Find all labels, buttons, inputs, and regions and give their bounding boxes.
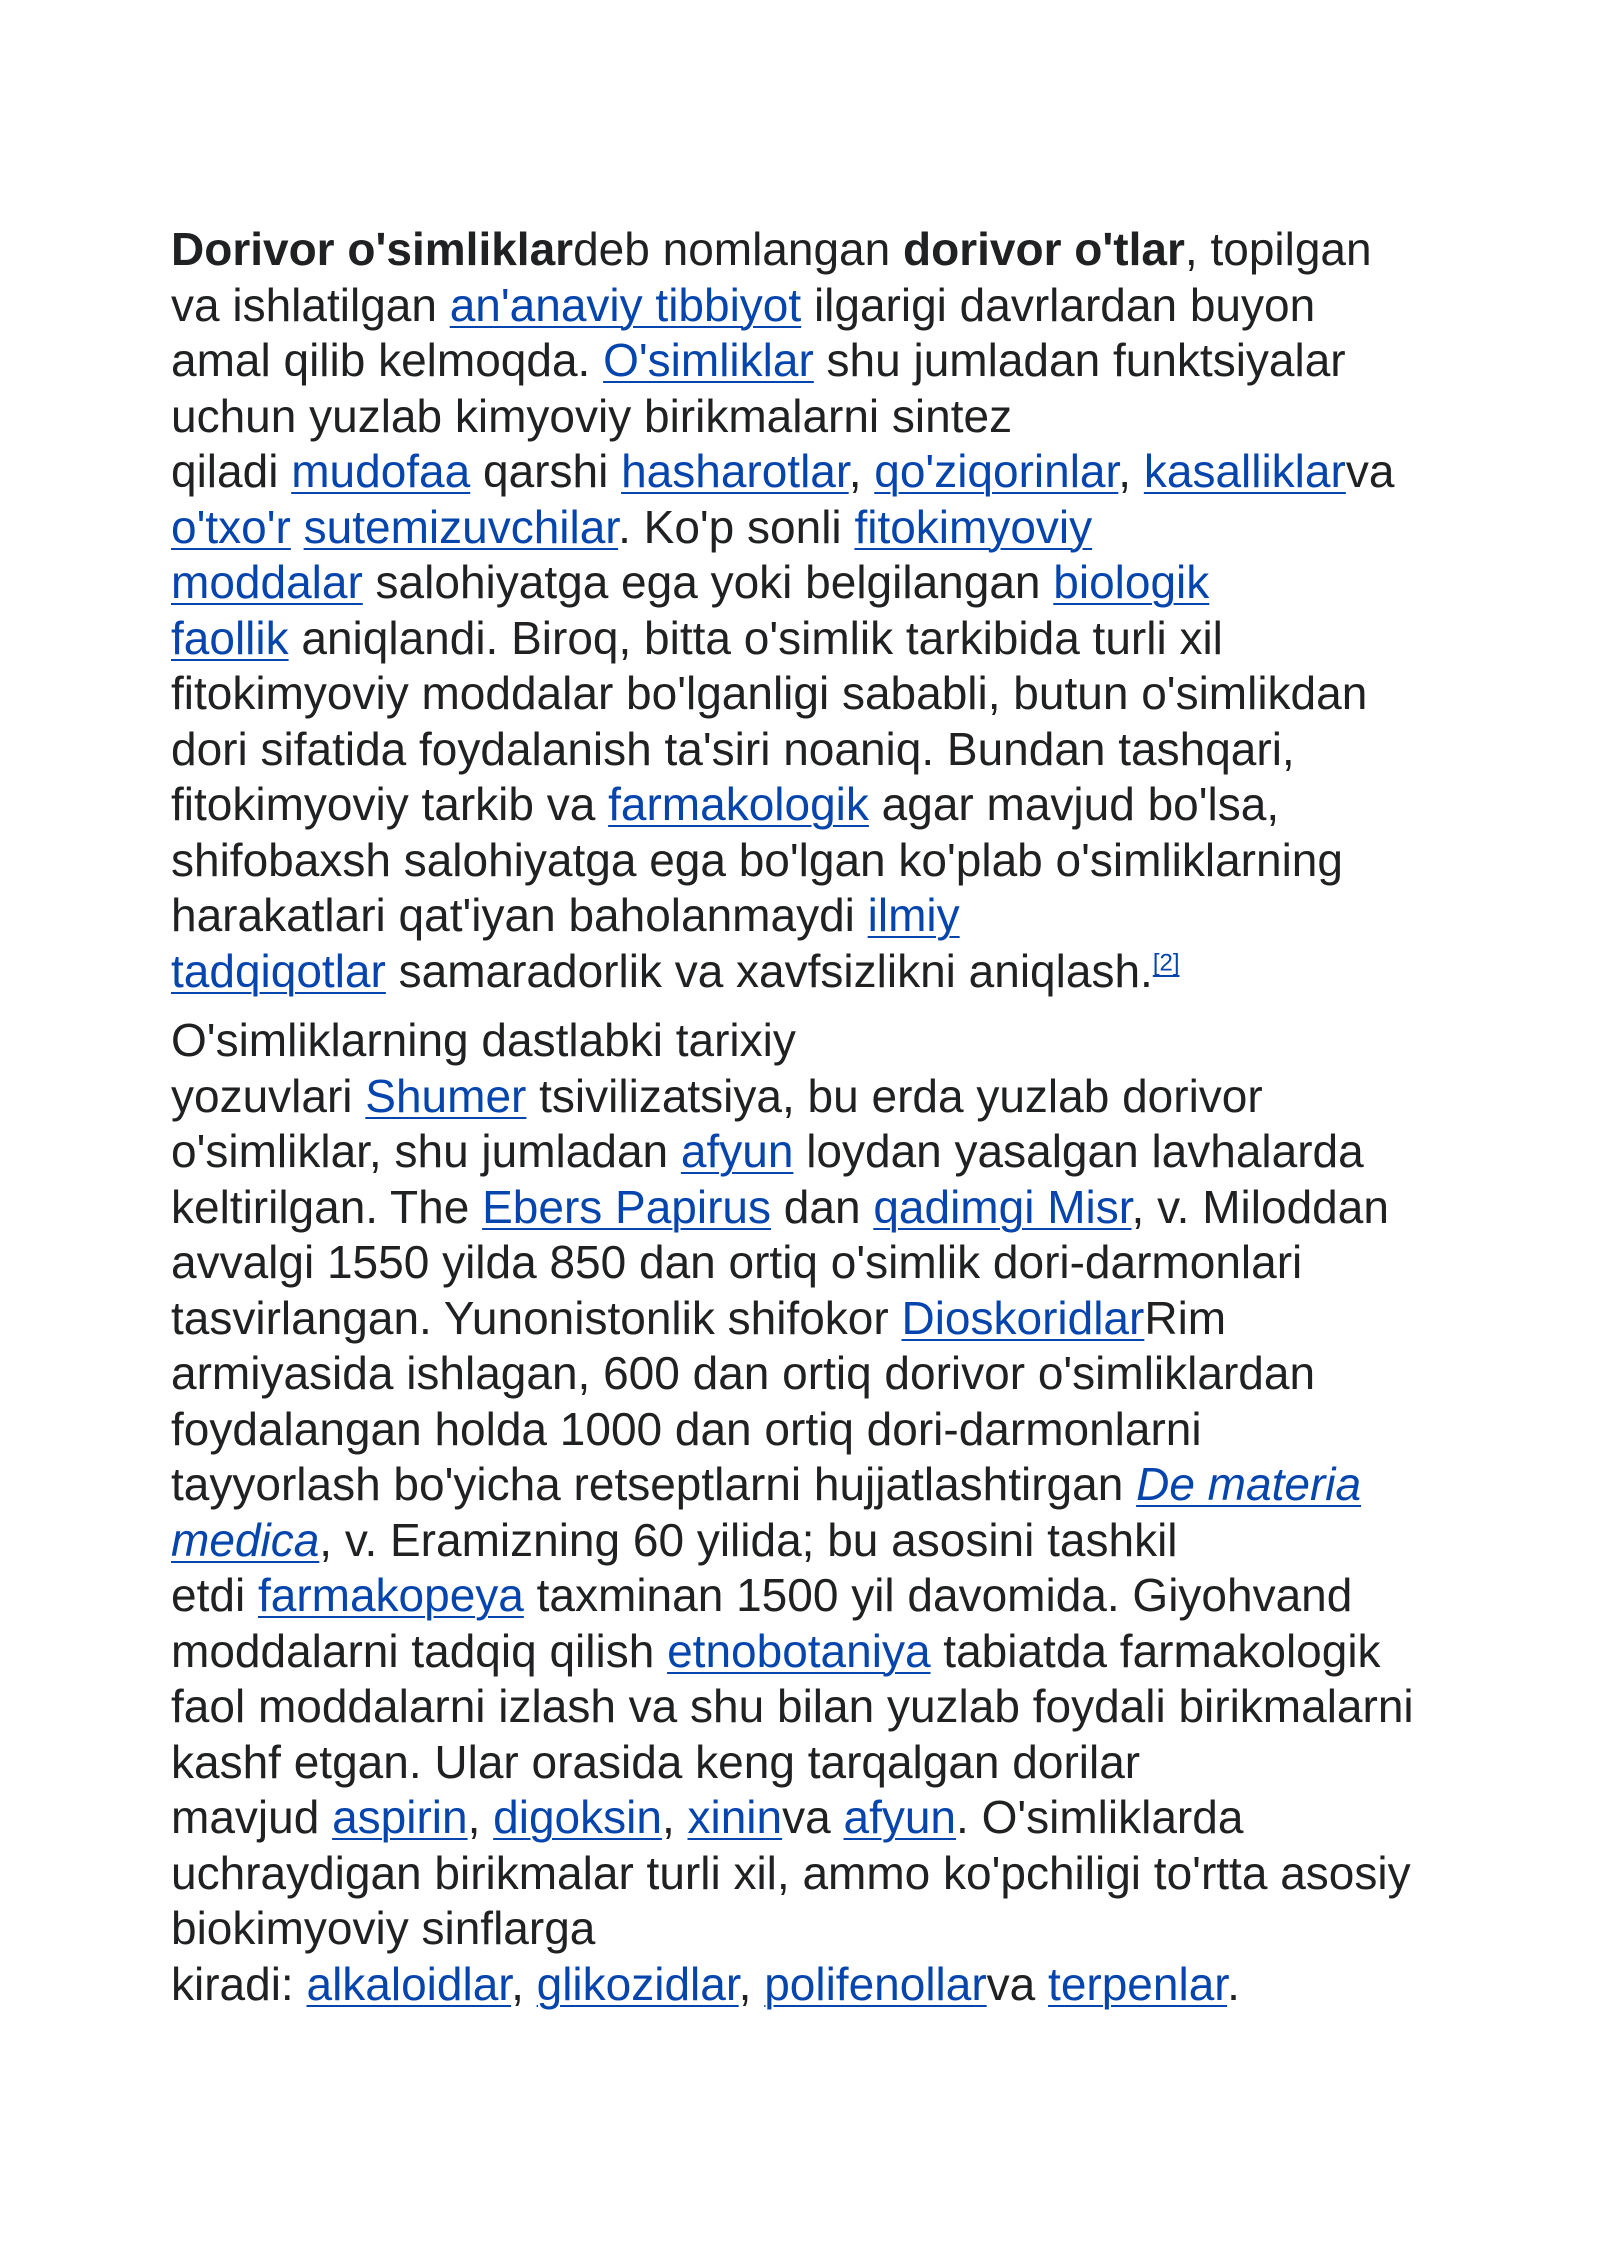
text-run: va [986, 1957, 1049, 2010]
link-qo-ziqorinlar[interactable]: qo'ziqorinlar [874, 445, 1119, 497]
text-run: dan [771, 1180, 874, 1233]
link-tadqiqotlar[interactable]: tadqiqotlar [171, 944, 386, 997]
text-run: , [848, 445, 875, 497]
text-line [171, 611, 1471, 667]
text-line [171, 1735, 1471, 1791]
text-run: moddalarni tadqiq qilish [171, 1624, 668, 1677]
text-run: tsivilizatsiya, bu erda yuzlab dorivor [526, 1069, 1263, 1122]
article-body [171, 222, 1471, 2012]
text-run: uchun yuzlab kimyoviy birikmalarni sintez [171, 389, 1013, 442]
paragraph-2 [171, 1013, 1471, 2012]
citation-superscript [1153, 949, 1180, 976]
link-fitokimyoviy[interactable]: fitokimyoviy [854, 500, 1093, 553]
text-run: kashf etgan. Ular orasida keng tarqalgan dorilar [171, 1735, 1141, 1788]
text-run: . Ko'p sonli [618, 500, 855, 553]
link-kasalliklar[interactable]: kasalliklar [1143, 445, 1346, 497]
link-ilmiy[interactable]: ilmiy [867, 889, 960, 941]
bold-term: Dorivor o'simliklar [171, 223, 574, 275]
text-line [171, 777, 1471, 833]
link-sutemizuvchilar[interactable]: sutemizuvchilar [303, 500, 619, 553]
link-de-materia[interactable]: De materia [1136, 1458, 1362, 1510]
text-run: , [511, 1957, 537, 2010]
link-o-txo-r[interactable]: o'txo'r [171, 500, 291, 553]
text-run: va [1345, 445, 1395, 497]
text-line [171, 278, 1471, 334]
text-line [171, 1124, 1471, 1180]
text-run: . [1227, 1957, 1240, 2010]
text-line [171, 1679, 1471, 1735]
link-faollik[interactable]: faollik [171, 611, 289, 664]
text-run: , [661, 1791, 688, 1843]
text-run: deb nomlangan [573, 223, 904, 275]
text-run: yozuvlari [171, 1069, 366, 1122]
text-run: foydalangan holda 1000 dan ortiq dori-darmonlarni [171, 1402, 1202, 1455]
text-run: , [738, 1957, 765, 2010]
link-terpenlar[interactable]: terpenlar [1048, 1957, 1228, 2010]
text-run: dori sifatida foydalanish ta'siri noaniq. Bundan tashqari, [171, 722, 1295, 775]
text-run: tayyorlash bo'yicha retseptlarni hujjatlashtirgan [171, 1458, 1137, 1510]
text-line [171, 555, 1471, 611]
text-line [171, 1069, 1471, 1125]
text-line [171, 1235, 1471, 1291]
paragraph-1 [171, 222, 1471, 999]
link-alkaloidlar[interactable]: alkaloidlar [306, 1957, 512, 2010]
text-run: qiladi [171, 445, 292, 497]
link-o-simliklar[interactable]: O'simliklar [603, 334, 814, 386]
text-run: armiyasida ishlagan, 600 dan ortiq dorivor o'simliklardan [171, 1347, 1316, 1399]
text-line [171, 1180, 1471, 1236]
link-shumer[interactable]: Shumer [365, 1069, 527, 1122]
link-afyun[interactable]: afyun [843, 1791, 957, 1843]
text-line [171, 1013, 1471, 1069]
link-xinin[interactable]: xinin [687, 1791, 783, 1843]
text-line [171, 1957, 1471, 2013]
text-line [171, 1624, 1471, 1680]
text-line [171, 1402, 1471, 1458]
text-line [171, 1790, 1471, 1846]
text-run: , v. Eramizning 60 yilida; bu asosini tashkil [319, 1513, 1178, 1566]
text-run: va [782, 1791, 844, 1843]
text-run: shu jumladan funktsiyalar [813, 334, 1346, 386]
text-run: samaradorlik va xavfsizlikni aniqlash. [385, 944, 1153, 997]
text-line [171, 1846, 1471, 1902]
text-line [171, 389, 1471, 445]
link-afyun[interactable]: afyun [680, 1125, 794, 1177]
link-moddalar[interactable]: moddalar [171, 556, 363, 608]
text-run [291, 501, 304, 553]
text-run: amal qilib kelmoqda. [171, 334, 604, 386]
text-line [171, 1901, 1471, 1957]
text-line [171, 333, 1471, 389]
text-line [171, 666, 1471, 722]
link-ebers-papirus[interactable]: Ebers Papirus [482, 1180, 772, 1233]
text-line [171, 722, 1471, 778]
text-run: . O'simliklarda [956, 1791, 1244, 1843]
text-run: uchraydigan birikmalar turli xil, ammo ko'pchiligi to'rtta asosiy [171, 1846, 1411, 1899]
text-line [171, 833, 1471, 889]
text-run: , [467, 1791, 494, 1843]
text-run: tasvirlangan. Yunonistonlik shifokor [171, 1291, 902, 1344]
text-run: agar mavjud bo'lsa, [868, 778, 1280, 830]
bold-term: dorivor o'tlar [903, 223, 1185, 275]
text-run: faol moddalarni izlash va shu bilan yuzlab foydali birikmalarni [171, 1680, 1414, 1732]
link-medica[interactable]: medica [171, 1513, 320, 1566]
text-line [171, 222, 1471, 278]
link-aspirin[interactable]: aspirin [332, 1791, 468, 1843]
text-run: etdi [171, 1569, 258, 1621]
link-qadimgi-misr[interactable]: qadimgi Misr [873, 1180, 1132, 1233]
text-line [171, 1346, 1471, 1402]
text-run: avvalgi 1550 yilda 850 dan ortiq o'simlik dori-darmonlari [171, 1236, 1303, 1288]
text-run: Rim [1144, 1291, 1227, 1344]
text-run: biokimyoviy sinflarga [171, 1902, 596, 1954]
text-run: ilgarigi davrlardan buyon [801, 278, 1316, 331]
text-run: shifobaxsh salohiyatga ega bo'lgan ko'plab o'simliklarning [171, 833, 1343, 886]
text-run: , v. Miloddan [1131, 1180, 1389, 1233]
text-run: harakatlari qat'iyan baholanmaydi [171, 889, 868, 941]
link-farmakologik[interactable]: farmakologik [608, 778, 869, 830]
text-run: kiradi: [171, 1957, 307, 2010]
link-mudofaa[interactable]: mudofaa [291, 445, 471, 497]
text-run: qarshi [470, 445, 622, 497]
text-run: o'simliklar, shu jumladan [171, 1125, 681, 1177]
text-line [171, 944, 1471, 1000]
link-farmakopeya[interactable]: farmakopeya [257, 1569, 524, 1621]
link-polifenollar[interactable]: polifenollar [764, 1957, 987, 2010]
link-glikozidlar[interactable]: glikozidlar [536, 1957, 739, 2010]
text-line [171, 1513, 1471, 1569]
text-run: O'simliklarning dastlabki tarixiy [171, 1014, 796, 1066]
link-hasharotlar[interactable]: hasharotlar [621, 445, 849, 497]
text-line [171, 888, 1471, 944]
text-run: taxminan 1500 yil davomida. Giyohvand [523, 1569, 1353, 1621]
link-etnobotaniya[interactable]: etnobotaniya [667, 1624, 931, 1677]
text-line [171, 1568, 1471, 1624]
text-run: aniqlandi. Biroq, bitta o'simlik tarkibida turli xil [288, 611, 1223, 664]
text-run: mavjud [171, 1791, 333, 1843]
text-run: loydan yasalgan lavhalarda [793, 1125, 1364, 1177]
text-line [171, 500, 1471, 556]
text-run: keltirilgan. The [171, 1180, 483, 1233]
link-dioskoridlar[interactable]: Dioskoridlar [901, 1291, 1145, 1344]
citation-link[interactable]: [2] [1152, 949, 1180, 977]
text-run: salohiyatga ega yoki belgilangan [362, 556, 1054, 608]
text-line [171, 1291, 1471, 1347]
text-run: fitokimyoviy moddalar bo'lganligi sababli, butun o'simlikdan [171, 667, 1368, 719]
text-line [171, 444, 1471, 500]
text-line [171, 1457, 1471, 1513]
text-run: tabiatda farmakologik [930, 1624, 1381, 1677]
link-biologik[interactable]: biologik [1053, 556, 1210, 608]
text-run: , [1118, 445, 1144, 497]
link-an-anaviy-tibbiyot[interactable]: an'anaviy tibbiyot [449, 278, 802, 331]
link-digoksin[interactable]: digoksin [493, 1791, 662, 1843]
text-run: va ishlatilgan [171, 278, 450, 331]
text-run: , topilgan [1184, 223, 1372, 275]
text-run: fitokimyoviy tarkib va [171, 778, 609, 830]
